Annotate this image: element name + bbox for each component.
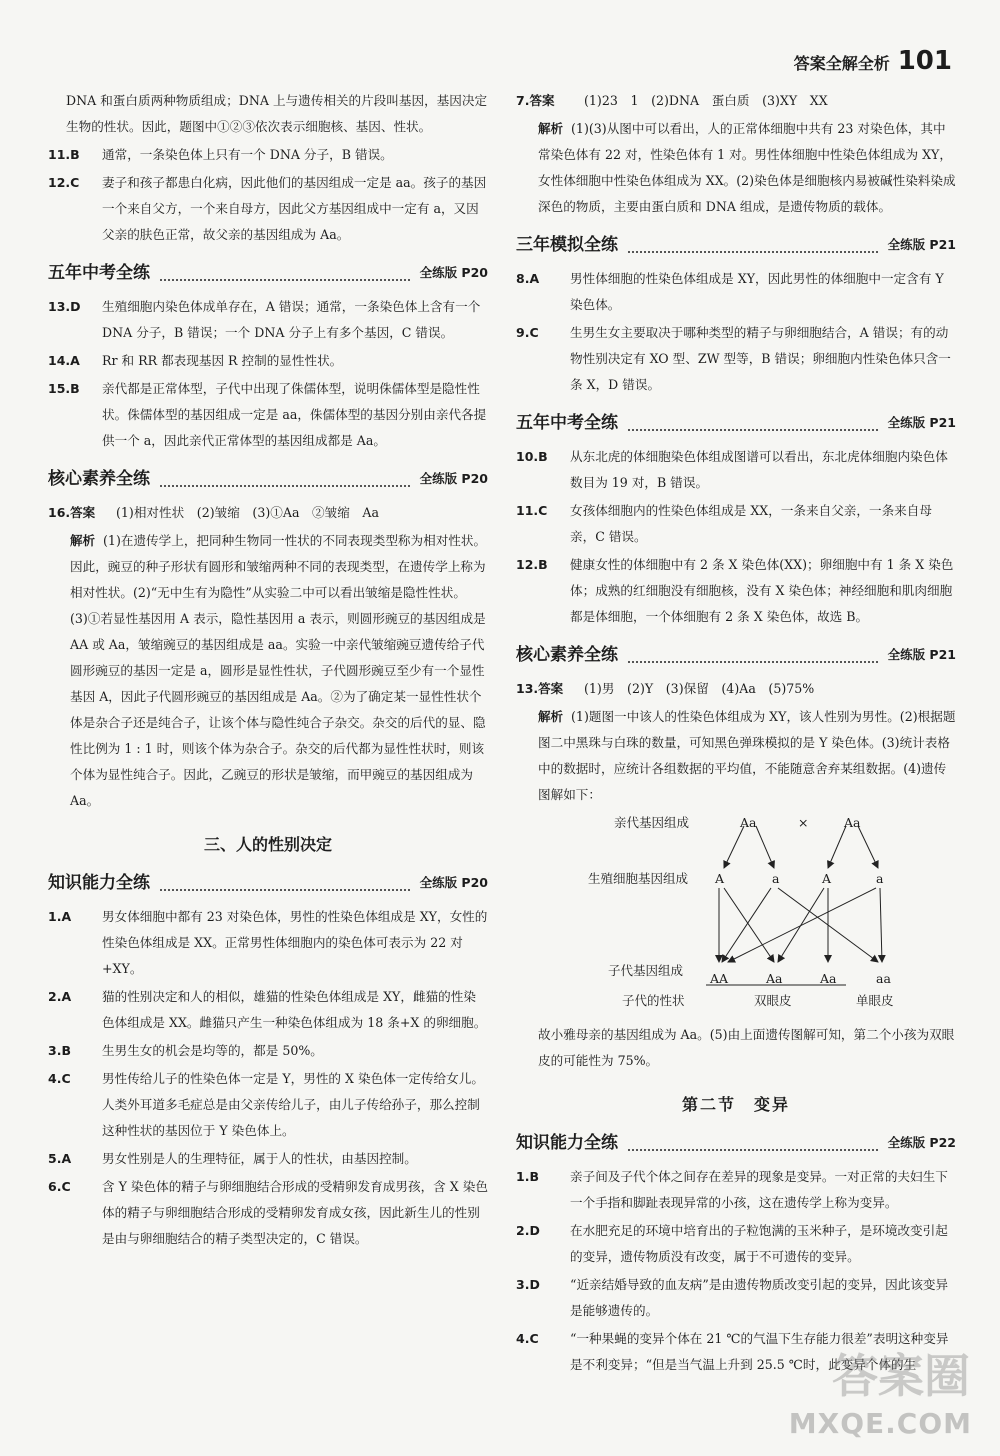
- item-number: 13.答案: [516, 681, 564, 696]
- item-number: 2.A: [48, 989, 72, 1004]
- gamete: A: [715, 871, 725, 886]
- item-number: 3.B: [48, 1043, 71, 1058]
- offspring-genotype: aa: [876, 971, 891, 986]
- arrow: [858, 826, 878, 868]
- dotted-rule: [628, 415, 878, 431]
- dotted-rule: [160, 875, 410, 891]
- dotted-rule: [628, 237, 878, 253]
- gamete: A: [822, 871, 832, 886]
- item-number: 3.D: [516, 1277, 540, 1292]
- offspring-genotype: Aa: [820, 971, 837, 986]
- offspring-genotype: Aa: [766, 971, 783, 986]
- section-heading: 核心素养全练 全练版 P20: [48, 469, 488, 489]
- list-item: 4.C 男性传给儿子的性染色体一定是 Y，男性的 X 染色体一定传给女儿。人类外耳道多毛症总是由父亲传给儿子，由儿子传给孙子，那么控制这种性状的基因位于 Y 染色体上。: [48, 1066, 488, 1144]
- list-item: DNA 和蛋白质两种物质组成；DNA 上与遗传相关的片段叫基因，基因决定生物的性状。因此，题图中①②③依次表示细胞核、基因、性状。: [66, 93, 488, 134]
- trait-recessive: 单眼皮: [856, 993, 894, 1008]
- list-item: 6.C 含 Y 染色体的精子与卵细胞结合形成的受精卵发育成男孩，含 X 染色体的精子与卵细胞结合形成的受精卵发育成女孩，因此新生儿的性别是由与卵细胞结合的精子类型决定的，C 错误。: [48, 1174, 488, 1252]
- cross-symbol: ×: [798, 815, 809, 830]
- item-number: 1.A: [48, 909, 72, 924]
- section-heading: 知识能力全练 全练版 P20: [48, 873, 488, 893]
- list-item: 12.B 健康女性的体细胞中有 2 条 X 染色体(XX)；卵细胞中有 1 条 X 染色体；成熟的红细胞没有细胞核，没有 X 染色体；神经细胞和肌肉细胞都是体细胞，一个体细胞有 2 条 X 染色体，故选 B。: [516, 552, 956, 630]
- item-number: 12.C: [48, 175, 80, 190]
- list-item: 9.C 生男生女主要取决于哪种类型的精子与卵细胞结合，A 错误；有的动物性别决定有 XO 型、ZW 型等，B 错误；卵细胞内性染色体只含一条 X，D 错误。: [516, 320, 956, 398]
- item-number: 1.B: [516, 1169, 539, 1184]
- list-item: 3.B 生男生女的机会是均等的，都是 50%。: [48, 1038, 488, 1064]
- list-item: 3.D “近亲结婚导致的血友病”是由遗传物质改变引起的变异，因此该变异是能够遗传的。: [516, 1272, 956, 1324]
- list-item: 11.C 女孩体细胞内的性染色体组成是 XX，一条来自父亲，一条来自母亲，C 错误。: [516, 498, 956, 550]
- answer-item: 7.答案 (1)23 1 (2)DNA 蛋白质 (3)XY XX: [516, 88, 956, 114]
- answer-item: 16.答案 (1)相对性状 (2)皱缩 (3)①Aa ②皱缩 Aa: [48, 500, 488, 526]
- item-number: 4.C: [48, 1071, 71, 1086]
- header-title: 答案全解全析: [793, 54, 890, 73]
- gamete: a: [772, 871, 780, 886]
- item-number: 8.A: [516, 271, 540, 286]
- list-item: 13.D 生殖细胞内染色体成单存在，A 错误；通常，一条染色体上含有一个 DNA 分子，B 错误；一个 DNA 分子上有多个基因，C 错误。: [48, 294, 488, 346]
- parent-genotype: Aa: [740, 815, 757, 830]
- item-number: 9.C: [516, 325, 539, 340]
- list-item: 8.A 男性体细胞的性染色体组成是 XY，因此男性的体细胞中一定含有 Y 染色体。: [516, 266, 956, 318]
- section-heading: 核心素养全练 全练版 P21: [516, 645, 956, 665]
- list-item: 5.A 男女性别是人的生理特征，属于人的性状，由基因控制。: [48, 1146, 488, 1172]
- list-item: 2.D 在水肥充足的环境中培育出的子粒饱满的玉米种子，是环境改变引起的变异，遗传物质没有改变，属于不可遗传的变异。: [516, 1218, 956, 1270]
- item-number: 5.A: [48, 1151, 72, 1166]
- page-header: [794, 46, 952, 76]
- list-item: 15.B 亲代都是正常体型，子代中出现了侏儒体型，说明侏儒体型是隐性性状。侏儒体型的基因组成一定是 aa，侏儒体型的基因分别由亲代各提供一个 a，因此亲代正常体型的基因组成都是 Aa。: [48, 376, 488, 454]
- item-number: 11.B: [48, 147, 80, 162]
- arrow: [756, 826, 774, 868]
- right-column: [516, 88, 956, 1380]
- item-number: 16.答案: [48, 505, 96, 520]
- arrow: [724, 888, 774, 962]
- conclusion: 故小雅母亲的基因组成为 Aa。(5)由上面遗传图解可知，第二个小孩为双眼皮的可能性为 75%。: [538, 1027, 955, 1068]
- page-number: 101: [897, 46, 952, 76]
- answer-item: 13.答案 (1)男 (2)Y (3)保留 (4)Aa (5)75%: [516, 676, 956, 702]
- list-item: 14.A Rr 和 RR 都表现基因 R 控制的显性性状。: [48, 348, 488, 374]
- genetic-cross-diagram: [516, 810, 956, 1010]
- dotted-rule: [628, 647, 878, 663]
- item-number: 15.B: [48, 381, 80, 396]
- dotted-rule: [628, 1135, 878, 1151]
- offspring-label: 子代基因组成: [608, 963, 684, 978]
- item-number: 6.C: [48, 1179, 71, 1194]
- chapter-title: 三、人的性别决定: [203, 835, 332, 854]
- item-number: 13.D: [48, 299, 81, 314]
- analysis: 解析 (1)(3)从图中可以看出，人的正常体细胞中共有 23 对染色体，其中常染色体有 22 对，性染色体有 1 对。男性体细胞中性染色体组成为 XY，女性体细胞中性染色体组成为 XX。(2)染色体是细胞核内易被碱性染料染成深色的物质，主要由蛋白质和 DNA 组成，是遗传物质的载体。: [538, 121, 956, 214]
- section-heading: 五年中考全练 全练版 P20: [48, 263, 488, 283]
- list-item: 1.A 男女体细胞中都有 23 对染色体，男性的性染色体组成是 XY，女性的性染色体组成是 XX。正常男性体细胞内的染色体可表示为 22 对+XY。: [48, 904, 488, 982]
- dotted-rule: [160, 471, 410, 487]
- analysis: 解析 (1)题图一中该人的性染色体组成为 XY，该人性别为男性。(2)根据题图二中黑珠与白珠的数量，可知黑色弹珠模拟的是 Y 染色体。(3)统计表格中的数据时，应统计各组数据的平均值，不能随意舍弃某组数据。(4)遗传图解如下：: [538, 709, 956, 802]
- section-heading: 三年模拟全练 全练版 P21: [516, 235, 956, 255]
- gamete-label: 生殖细胞基因组成: [588, 871, 689, 886]
- section-heading: 知识能力全练 全练版 P22: [516, 1133, 956, 1153]
- chapter-title: 第二节 变异: [681, 1095, 790, 1114]
- list-item: 1.B 亲子间及子代个体之间存在差异的现象是变异。一对正常的夫妇生下一个手指和脚趾表现异常的小孩，这在遗传学上称为变异。: [516, 1164, 956, 1216]
- section-heading: 五年中考全练 全练版 P21: [516, 413, 956, 433]
- trait-dominant: 双眼皮: [754, 993, 792, 1008]
- analysis: 解析 (1)在遗传学上，把同种生物同一性状的不同表现类型称为相对性状。因此，豌豆的种子形状有圆形和皱缩两种不同的表现类型，在遗传学上称为相对性状。(2)“无中生有为隐性”从实验二中可以看出皱缩是隐性性状。(3)①若显性基因用 A 表示，隐性基因用 a 表示，则圆形豌豆的基因组成是 AA 或 Aa，皱缩豌豆的基因组成是 aa。实验一中亲代皱缩豌豆遗传给子代圆形豌豆的基因一定是 a，圆形是显性性状，子代圆形豌豆至少有一个显性基因 A，因此子代圆形豌豆的基因组成是 Aa。②为了确定某一显性性状个体是杂合子还是纯合子，让该个体与隐性纯合子杂交。杂交的后代的显、隐性比例为 1 : 1 时，则该个体为杂合子。杂交的后代都为显性性状时，则该个体为显性纯合子。因此，乙豌豆的形状是皱缩，而甲豌豆的基因组成为 Aa。: [70, 533, 487, 808]
- item-number: 10.B: [516, 449, 548, 464]
- item-number: 2.D: [516, 1223, 540, 1238]
- parent-genotype: Aa: [844, 815, 861, 830]
- left-column: [48, 88, 488, 1254]
- parent-label: 亲代基因组成: [614, 815, 690, 830]
- list-item: 10.B 从东北虎的体细胞染色体组成图谱可以看出，东北虎体细胞内染色体数目为 19 对，B 错误。: [516, 444, 956, 496]
- watermark-logo: 答案圈 MXQE.COM: [788, 1349, 972, 1440]
- item-number: 12.B: [516, 557, 548, 572]
- list-item: 12.C 妻子和孩子都患白化病，因此他们的基因组成一定是 aa。孩子的基因一个来自父方，一个来自母方，因此父方基因组成中一定有 a，又因父亲的肤色正常，故父亲的基因组成为 Aa。: [48, 170, 488, 248]
- list-item: 4.C “一种果蝇的变异个体在 21 ℃的气温下生存能力很差”表明这种变异是不利变异；“但是当气温上升到 25.5 ℃时，此变异个体的生: [516, 1326, 956, 1378]
- list-item: 2.A 猫的性别决定和人的相似，雄猫的性染色体组成是 XY，雌猫的性染色体组成是 XX。雌猫只产生一种染色体组成为 18 条+X 的卵细胞。: [48, 984, 488, 1036]
- arrow: [728, 888, 876, 962]
- item-number: 4.C: [516, 1331, 539, 1346]
- arrow: [880, 888, 882, 962]
- trait-label: 子代的性状: [622, 993, 685, 1008]
- list-item: 11.B 通常，一条染色体上只有一个 DNA 分子，B 错误。: [48, 142, 488, 168]
- item-number: 14.A: [48, 353, 80, 368]
- item-number: 7.答案: [516, 93, 555, 108]
- arrow: [722, 888, 771, 962]
- dotted-rule: [160, 265, 410, 281]
- item-number: 11.C: [516, 503, 548, 518]
- offspring-genotype: AA: [710, 971, 729, 986]
- gamete: a: [876, 871, 884, 886]
